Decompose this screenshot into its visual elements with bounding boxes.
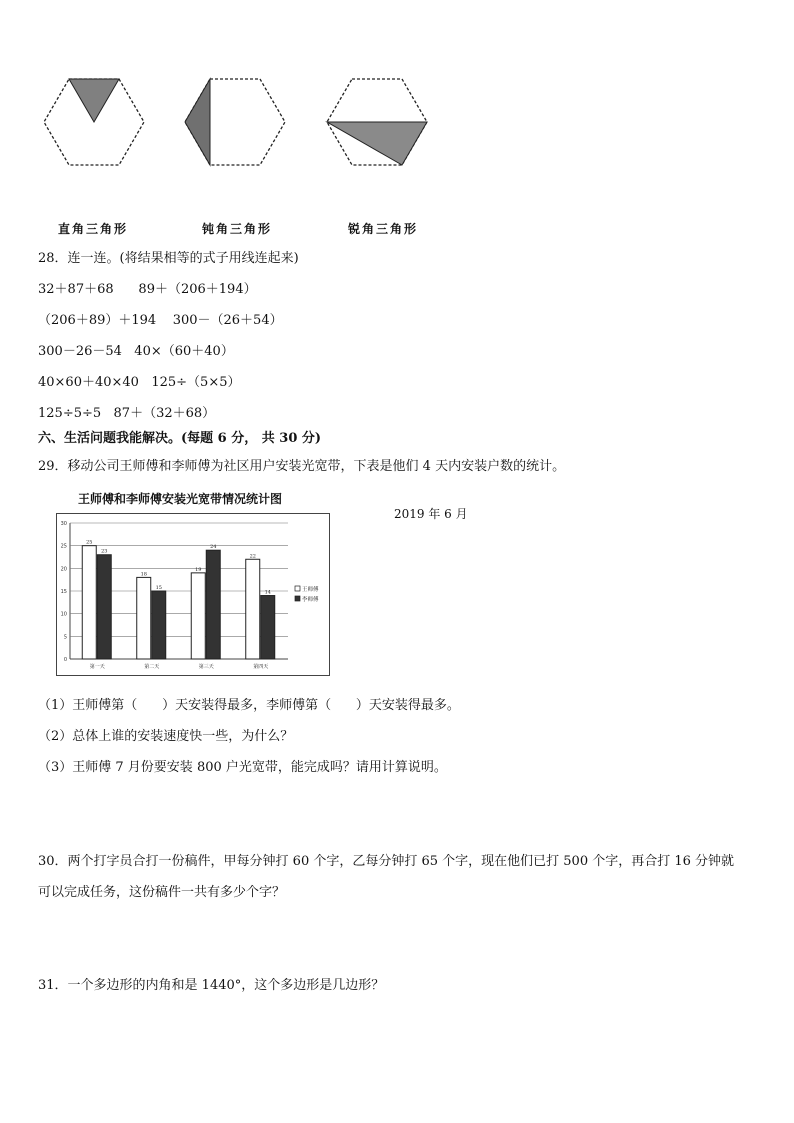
- q28-row-1: 32＋87＋68 89＋（206＋194）: [38, 282, 257, 297]
- q29-sub1: （1）王师傅第（ ）天安装得最多，李师傅第（ ）天安装得最多。: [38, 698, 460, 713]
- bar-li: [206, 550, 220, 659]
- bar-wang: [137, 577, 151, 659]
- hexagon-right-triangle: [44, 79, 144, 165]
- y-tick-label: 5: [63, 634, 67, 641]
- caption-acute-triangle: 锐角三角形: [348, 222, 419, 236]
- q28-row-4: 40×60＋40×40 125÷（5×5）: [38, 375, 241, 390]
- q30-line2: 可以完成任务，这份稿件一共有多少个字？: [38, 885, 286, 900]
- y-tick-label: 25: [60, 543, 67, 550]
- data-label: 23: [101, 548, 108, 555]
- q29-sub3: （3）王师傅 7 月份要安装 800 户光宽带，能完成吗？请用计算说明。: [38, 760, 447, 775]
- q28-row-5: 125÷5÷5 87＋（32＋68）: [38, 406, 216, 421]
- data-label: 15: [155, 585, 162, 591]
- q29-sub2: （2）总体上谁的安装速度快一些，为什么？: [38, 729, 294, 744]
- q29-title: 29．移动公司王师傅和李师傅为社区用户安装光宽带，下表是他们 4 天内安装户数的统计。: [38, 459, 566, 474]
- data-label: 14: [264, 589, 271, 596]
- y-tick-label: 10: [60, 611, 67, 618]
- bar-li: [97, 555, 111, 659]
- hexagon-obtuse-triangle: [185, 79, 285, 165]
- data-label: 25: [86, 539, 93, 546]
- q30-line1: 30．两个打字员合打一份稿件，甲每分钟打 60 个字，乙每分钟打 65 个字，现在他们已打 500 个字，再合打 16 分钟就: [38, 854, 735, 869]
- section-6-heading: 六、生活问题我能解决。(每题 6 分， 共 30 分): [38, 431, 322, 446]
- x-tick-label: 第二天: [144, 664, 160, 670]
- data-label: 18: [140, 571, 147, 578]
- x-tick-label: 第一天: [89, 664, 105, 670]
- y-tick-label: 0: [63, 657, 67, 663]
- legend-label: 王师傅: [302, 587, 319, 593]
- chart-title: 王师傅和李师傅安装光宽带情况统计图: [78, 492, 283, 506]
- y-tick-label: 20: [60, 566, 67, 573]
- bar-wang: [246, 559, 260, 659]
- legend-swatch: [295, 586, 300, 591]
- data-label: 24: [210, 544, 217, 551]
- x-tick-label: 第四天: [253, 664, 269, 670]
- x-tick-label: 第三天: [198, 664, 214, 670]
- q28-row-2: （206＋89）＋194 300－（26＋54）: [38, 313, 283, 328]
- caption-obtuse-triangle: 钝角三角形: [202, 222, 273, 236]
- hexagon-acute-triangle: [327, 79, 427, 165]
- q28-title: 28．连一连。(将结果相等的式子用线连起来): [38, 251, 299, 266]
- bar-wang: [82, 546, 96, 659]
- q28-row-3: 300－26－54 40×（60＋40）: [38, 344, 234, 359]
- legend-label: 李师傅: [302, 597, 319, 603]
- chart-date: 2019 年 6 月: [394, 507, 468, 521]
- bar-chart: [56, 513, 330, 676]
- bar-wang: [191, 573, 205, 659]
- legend-swatch: [295, 596, 300, 601]
- y-tick-label: 30: [60, 521, 67, 527]
- bar-li: [152, 591, 166, 659]
- bar-li: [261, 596, 275, 659]
- data-label: 19: [195, 566, 202, 573]
- q31-title: 31．一个多边形的内角和是 1440°，这个多边形是几边形？: [38, 978, 385, 993]
- hexagon-figures: [0, 0, 794, 240]
- data-label: 22: [249, 553, 256, 560]
- caption-right-triangle: 直角三角形: [58, 222, 129, 236]
- y-tick-label: 15: [60, 589, 67, 595]
